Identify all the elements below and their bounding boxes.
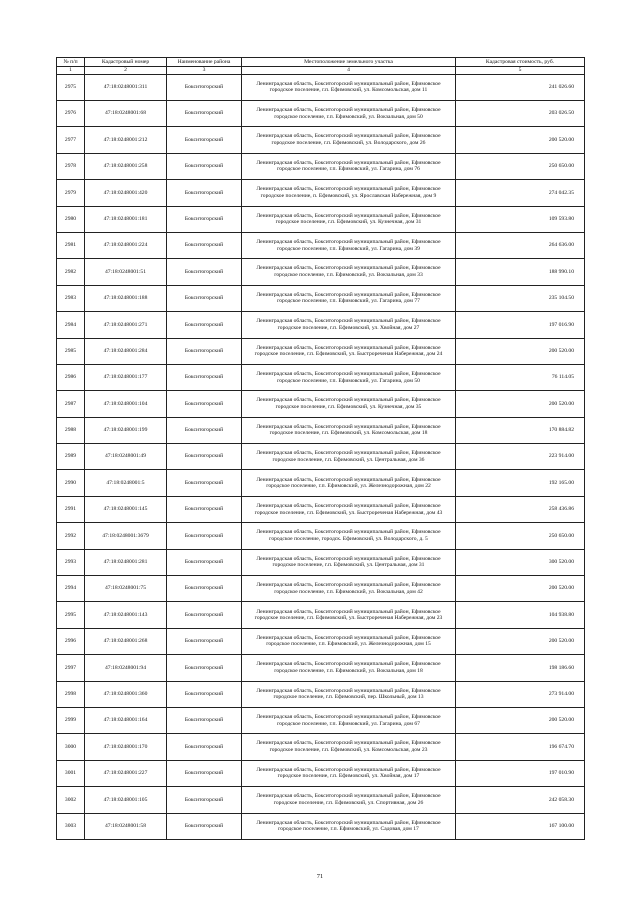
cell-district: Бокситогорский <box>167 470 242 496</box>
cell-district: Бокситогорский <box>167 496 242 522</box>
cell-row-number: 2994 <box>57 576 85 602</box>
cell-district: Бокситогорский <box>167 312 242 338</box>
cell-cadastral-number: 47:18:0248001:94 <box>85 655 167 681</box>
cell-row-number: 2990 <box>57 470 85 496</box>
cell-district: Бокситогорский <box>167 232 242 258</box>
table-row <box>57 734 585 760</box>
cell-location: Ленинградская область, Бокситогорский муниципальный район, Ефимовское городское поселение, г.п. Ефимовский, ул. Гагарина, дом 67 <box>242 707 456 733</box>
cell-district: Бокситогорский <box>167 127 242 153</box>
table-row <box>57 707 585 733</box>
cell-location: Ленинградская область, Бокситогорский муниципальный район, Ефимовское городское поселение, г.п. Ефимовский, ул. Быстрореченая Набережная, дом 24 <box>242 338 456 364</box>
cell-row-number: 2995 <box>57 602 85 628</box>
cell-location: Ленинградская область, Бокситогорский муниципальный район, Ефимовское городское поселение, г.п. Ефимовский, ул. Вокзальная, дом 50 <box>242 100 456 126</box>
cell-district: Бокситогорский <box>167 787 242 813</box>
header-location: Местоположение земельного участка <box>242 58 456 67</box>
cell-cadastral-value: 200 520.00 <box>456 391 585 417</box>
cell-cadastral-value: 274 042.35 <box>456 180 585 206</box>
cell-row-number: 2980 <box>57 206 85 232</box>
header-cadastral-number: Кадастровый номер <box>85 58 167 67</box>
cell-location: Ленинградская область, Бокситогорский муниципальный район, Ефимовское городское поселение, г.п. Ефимовский, ул. Спортивная, дом 26 <box>242 787 456 813</box>
cell-district: Бокситогорский <box>167 734 242 760</box>
cell-cadastral-number: 47:18:0248001:224 <box>85 232 167 258</box>
cell-row-number: 2988 <box>57 417 85 443</box>
cell-district: Бокситогорский <box>167 681 242 707</box>
cell-location: Ленинградская область, Бокситогорский муниципальный район, Ефимовское городское поселение, г.п. Ефимовский, ул. Комсомольская, дом 18 <box>242 417 456 443</box>
cell-cadastral-value: 250 650.00 <box>456 153 585 179</box>
cell-cadastral-value: 241 026.60 <box>456 74 585 100</box>
cell-district: Бокситогорский <box>167 206 242 232</box>
cell-row-number: 2981 <box>57 232 85 258</box>
cell-location: Ленинградская область, Бокситогорский муниципальный район, Ефимовское городское поселение, г.п. Ефимовский, ул. Садовая, дом 17 <box>242 813 456 839</box>
table-row <box>57 549 585 575</box>
cell-district: Бокситогорский <box>167 549 242 575</box>
cell-location: Ленинградская область, Бокситогорский муниципальный район, Ефимовское городское поселение, г.п. Ефимовский, ул. Гагарина, дом 50 <box>242 364 456 390</box>
cell-row-number: 2978 <box>57 153 85 179</box>
table-row <box>57 681 585 707</box>
cell-row-number: 2975 <box>57 74 85 100</box>
cell-location: Ленинградская область, Бокситогорский муниципальный район, Ефимовское городское поселение, г.п. Ефимовский, ул. Быстрореченая Набережная, дом 23 <box>242 602 456 628</box>
cell-cadastral-value: 273 914.00 <box>456 681 585 707</box>
table-row <box>57 312 585 338</box>
cell-row-number: 2991 <box>57 496 85 522</box>
cell-district: Бокситогорский <box>167 523 242 549</box>
cell-cadastral-number: 47:18:0248001:311 <box>85 74 167 100</box>
table-row <box>57 444 585 470</box>
cell-cadastral-value: 200 520.00 <box>456 127 585 153</box>
cell-cadastral-value: 200 520.00 <box>456 707 585 733</box>
cell-cadastral-number: 47:18:0248001:199 <box>85 417 167 443</box>
cell-cadastral-number: 47:18:0248001:3679 <box>85 523 167 549</box>
cell-district: Бокситогорский <box>167 338 242 364</box>
cell-location: Ленинградская область, Бокситогорский муниципальный район, Ефимовское городское поселение, г.п. Ефимовский, ул. Комсомольская, дом 11 <box>242 74 456 100</box>
cell-location: Ленинградская область, Бокситогорский муниципальный район, Ефимовское городское поселение, городск. Ефимовский, ул. Володарского, д. 5 <box>242 523 456 549</box>
cell-cadastral-number: 47:18:0248001:5 <box>85 470 167 496</box>
cell-cadastral-number: 47:18:0248001:51 <box>85 259 167 285</box>
table-row <box>57 628 585 654</box>
cell-row-number: 2977 <box>57 127 85 153</box>
cell-location: Ленинградская область, Бокситогорский муниципальный район, Ефимовское городское поселение, г.п. Ефимовский, пер. Школьный, дом 13 <box>242 681 456 707</box>
cell-cadastral-value: 300 520.00 <box>456 549 585 575</box>
cell-district: Бокситогорский <box>167 180 242 206</box>
cell-location: Ленинградская область, Бокситогорский муниципальный район, Ефимовское городское поселение, г.п. Ефимовский, ул. Центральная, дом 31 <box>242 549 456 575</box>
header-district: Наименование района <box>167 58 242 67</box>
cell-cadastral-value: 242 058.30 <box>456 787 585 813</box>
cell-location: Ленинградская область, Бокситогорский муниципальный район, Ефимовское городское поселение, г.п. Ефимовский, ул. Хвойная, дом 27 <box>242 312 456 338</box>
cell-row-number: 3003 <box>57 813 85 839</box>
cell-location: Ленинградская область, Бокситогорский муниципальный район, Ефимовское городское поселение, г.п. Ефимовский, ул. Гагарина, дом 77 <box>242 285 456 311</box>
table-row <box>57 417 585 443</box>
cell-location: Ленинградская область, Бокситогорский муниципальный район, Ефимовское городское поселение, г.п. Ефимовский, ул. Вокзальная, дом 42 <box>242 576 456 602</box>
cell-cadastral-value: 198 186.60 <box>456 655 585 681</box>
cell-cadastral-value: 250 650.00 <box>456 523 585 549</box>
col-number-5: 5 <box>456 67 585 75</box>
cell-district: Бокситогорский <box>167 628 242 654</box>
table-row <box>57 391 585 417</box>
cell-cadastral-number: 47:18:0248001:284 <box>85 338 167 364</box>
col-number-1: 1 <box>57 67 85 75</box>
table-row <box>57 74 585 100</box>
table-row <box>57 602 585 628</box>
cell-cadastral-number: 47:18:0248001:227 <box>85 760 167 786</box>
cell-cadastral-value: 197 016.90 <box>456 312 585 338</box>
cell-cadastral-number: 47:18:0248001:281 <box>85 549 167 575</box>
cell-row-number: 3000 <box>57 734 85 760</box>
cell-location: Ленинградская область, Бокситогорский муниципальный район, Ефимовское городское поселение, г.п. Ефимовский, ул. Вокзальная, дом 18 <box>242 655 456 681</box>
cell-district: Бокситогорский <box>167 153 242 179</box>
cell-cadastral-number: 47:18:0248001:104 <box>85 391 167 417</box>
cell-row-number: 2989 <box>57 444 85 470</box>
cell-cadastral-number: 47:18:0248001:271 <box>85 312 167 338</box>
cell-district: Бокситогорский <box>167 417 242 443</box>
cadastral-value-table <box>56 57 585 840</box>
table-row <box>57 576 585 602</box>
cell-cadastral-number: 47:18:0248001:68 <box>85 100 167 126</box>
cell-cadastral-value: 196 674.70 <box>456 734 585 760</box>
cell-district: Бокситогорский <box>167 576 242 602</box>
cell-cadastral-value: 200 520.00 <box>456 628 585 654</box>
table-row <box>57 153 585 179</box>
table-row <box>57 127 585 153</box>
cell-location: Ленинградская область, Бокситогорский муниципальный район, Ефимовское городское поселение, п. Ефимовский, ул. Ярославская Набережная, дом 9 <box>242 180 456 206</box>
cell-cadastral-number: 47:18:0248001:188 <box>85 285 167 311</box>
cell-cadastral-number: 47:18:0248001:105 <box>85 787 167 813</box>
cell-district: Бокситогорский <box>167 259 242 285</box>
col-number-4: 4 <box>242 67 456 75</box>
cell-location: Ленинградская область, Бокситогорский муниципальный район, Ефимовское городское поселение, г.п. Ефимовский, ул. Центральная, дом 36 <box>242 444 456 470</box>
cell-cadastral-value: 200 520.00 <box>456 576 585 602</box>
cell-cadastral-value: 197 010.90 <box>456 760 585 786</box>
cell-row-number: 3001 <box>57 760 85 786</box>
cell-row-number: 2976 <box>57 100 85 126</box>
cell-cadastral-value: 188 990.10 <box>456 259 585 285</box>
table-row <box>57 655 585 681</box>
table-row <box>57 523 585 549</box>
header-number: № п/п <box>57 58 85 67</box>
table-row <box>57 470 585 496</box>
table-header <box>57 58 585 75</box>
cell-cadastral-number: 47:18:0248001:181 <box>85 206 167 232</box>
cell-cadastral-value: 258 436.86 <box>456 496 585 522</box>
header-cadastral-value: Кадастровая стоимость, руб. <box>456 58 585 67</box>
cell-district: Бокситогорский <box>167 813 242 839</box>
table-body <box>57 74 585 839</box>
cell-cadastral-number: 47:18:0248001:75 <box>85 576 167 602</box>
table-row <box>57 787 585 813</box>
cell-location: Ленинградская область, Бокситогорский муниципальный район, Ефимовское городское поселение, г.п. Ефимовский, ул. Комсомольская, дом 23 <box>242 734 456 760</box>
cell-cadastral-value: 264 636.00 <box>456 232 585 258</box>
cell-cadastral-value: 76 114.05 <box>456 364 585 390</box>
cell-cadastral-value: 235 104.50 <box>456 285 585 311</box>
cell-cadastral-number: 47:18:0248001:268 <box>85 628 167 654</box>
col-number-2: 2 <box>85 67 167 75</box>
col-number-3: 3 <box>167 67 242 75</box>
cell-cadastral-number: 47:18:0248001:177 <box>85 364 167 390</box>
cell-cadastral-value: 223 914.00 <box>456 444 585 470</box>
cell-cadastral-value: 170 884.82 <box>456 417 585 443</box>
table-row <box>57 760 585 786</box>
cell-cadastral-number: 47:18:0248001:258 <box>85 153 167 179</box>
cell-location: Ленинградская область, Бокситогорский муниципальный район, Ефимовское городское поселение, г.п. Ефимовский, ул. Кузнечная, дом 35 <box>242 391 456 417</box>
cell-location: Ленинградская область, Бокситогорский муниципальный район, Ефимовское городское поселение, г.п. Ефимовский, ул. Железнодорожная, дом 22 <box>242 470 456 496</box>
table-row <box>57 285 585 311</box>
cell-cadastral-value: 167 100.00 <box>456 813 585 839</box>
table-row <box>57 206 585 232</box>
cell-district: Бокситогорский <box>167 760 242 786</box>
cell-cadastral-number: 47:18:0248001:145 <box>85 496 167 522</box>
table-row <box>57 813 585 839</box>
cell-cadastral-value: 192 165.00 <box>456 470 585 496</box>
cell-district: Бокситогорский <box>167 285 242 311</box>
table-row <box>57 232 585 258</box>
cell-district: Бокситогорский <box>167 364 242 390</box>
cell-district: Бокситогорский <box>167 655 242 681</box>
cell-location: Ленинградская область, Бокситогорский муниципальный район, Ефимовское городское поселение, г.п. Ефимовский, ул. Гагарина, дом 76 <box>242 153 456 179</box>
page-number: 71 <box>316 873 324 880</box>
cell-cadastral-number: 47:18:0248001:212 <box>85 127 167 153</box>
table-row <box>57 364 585 390</box>
cell-cadastral-value: 109 593.80 <box>456 206 585 232</box>
cell-cadastral-number: 47:18:0248001:420 <box>85 180 167 206</box>
cell-cadastral-number: 47:18:0248001:360 <box>85 681 167 707</box>
cell-cadastral-number: 47:18:0248001:170 <box>85 734 167 760</box>
cell-cadastral-number: 47:18:0248001:164 <box>85 707 167 733</box>
cell-row-number: 2986 <box>57 364 85 390</box>
cell-row-number: 2987 <box>57 391 85 417</box>
cell-cadastral-value: 203 026.50 <box>456 100 585 126</box>
cell-location: Ленинградская область, Бокситогорский муниципальный район, Ефимовское городское поселение, г.п. Ефимовский, ул. Быстрореченая Набережная, дом 43 <box>242 496 456 522</box>
cell-district: Бокситогорский <box>167 444 242 470</box>
cell-row-number: 2998 <box>57 681 85 707</box>
cell-row-number: 2982 <box>57 259 85 285</box>
cell-row-number: 2985 <box>57 338 85 364</box>
cell-location: Ленинградская область, Бокситогорский муниципальный район, Ефимовское городское поселение, г.п. Ефимовский, ул. Володарского, дом 26 <box>242 127 456 153</box>
cell-cadastral-value: 104 938.80 <box>456 602 585 628</box>
cell-row-number: 2983 <box>57 285 85 311</box>
table-row <box>57 496 585 522</box>
cell-district: Бокситогорский <box>167 602 242 628</box>
cell-row-number: 2999 <box>57 707 85 733</box>
cell-district: Бокситогорский <box>167 74 242 100</box>
cell-row-number: 2997 <box>57 655 85 681</box>
table-row <box>57 259 585 285</box>
cell-district: Бокситогорский <box>167 391 242 417</box>
cell-row-number: 2984 <box>57 312 85 338</box>
cell-cadastral-value: 200 520.00 <box>456 338 585 364</box>
cell-location: Ленинградская область, Бокситогорский муниципальный район, Ефимовское городское поселение, г.п. Ефимовский, ул. Вокзальная, дом 33 <box>242 259 456 285</box>
cell-location: Ленинградская область, Бокситогорский муниципальный район, Ефимовское городское поселение, г.п. Ефимовский, ул. Гагарина, дом 39 <box>242 232 456 258</box>
table-row <box>57 100 585 126</box>
cell-row-number: 2993 <box>57 549 85 575</box>
cell-row-number: 2992 <box>57 523 85 549</box>
cell-location: Ленинградская область, Бокситогорский муниципальный район, Ефимовское городское поселение, г.п. Ефимовский, ул. Железнодорожная, дом 15 <box>242 628 456 654</box>
cell-cadastral-number: 47:18:0248001:143 <box>85 602 167 628</box>
cell-location: Ленинградская область, Бокситогорский муниципальный район, Ефимовское городское поселение, г.п. Ефимовский, ул. Кузнечная, дом 31 <box>242 206 456 232</box>
table-row <box>57 180 585 206</box>
cell-row-number: 2996 <box>57 628 85 654</box>
cell-cadastral-number: 47:18:0248001:49 <box>85 444 167 470</box>
cell-location: Ленинградская область, Бокситогорский муниципальный район, Ефимовское городское поселение, г.п. Ефимовский, ул. Хвойная, дом 17 <box>242 760 456 786</box>
table-row <box>57 338 585 364</box>
cell-row-number: 3002 <box>57 787 85 813</box>
cell-row-number: 2979 <box>57 180 85 206</box>
cell-district: Бокситогорский <box>167 100 242 126</box>
cell-district: Бокситогорский <box>167 707 242 733</box>
cell-cadastral-number: 47:18:0248001:58 <box>85 813 167 839</box>
